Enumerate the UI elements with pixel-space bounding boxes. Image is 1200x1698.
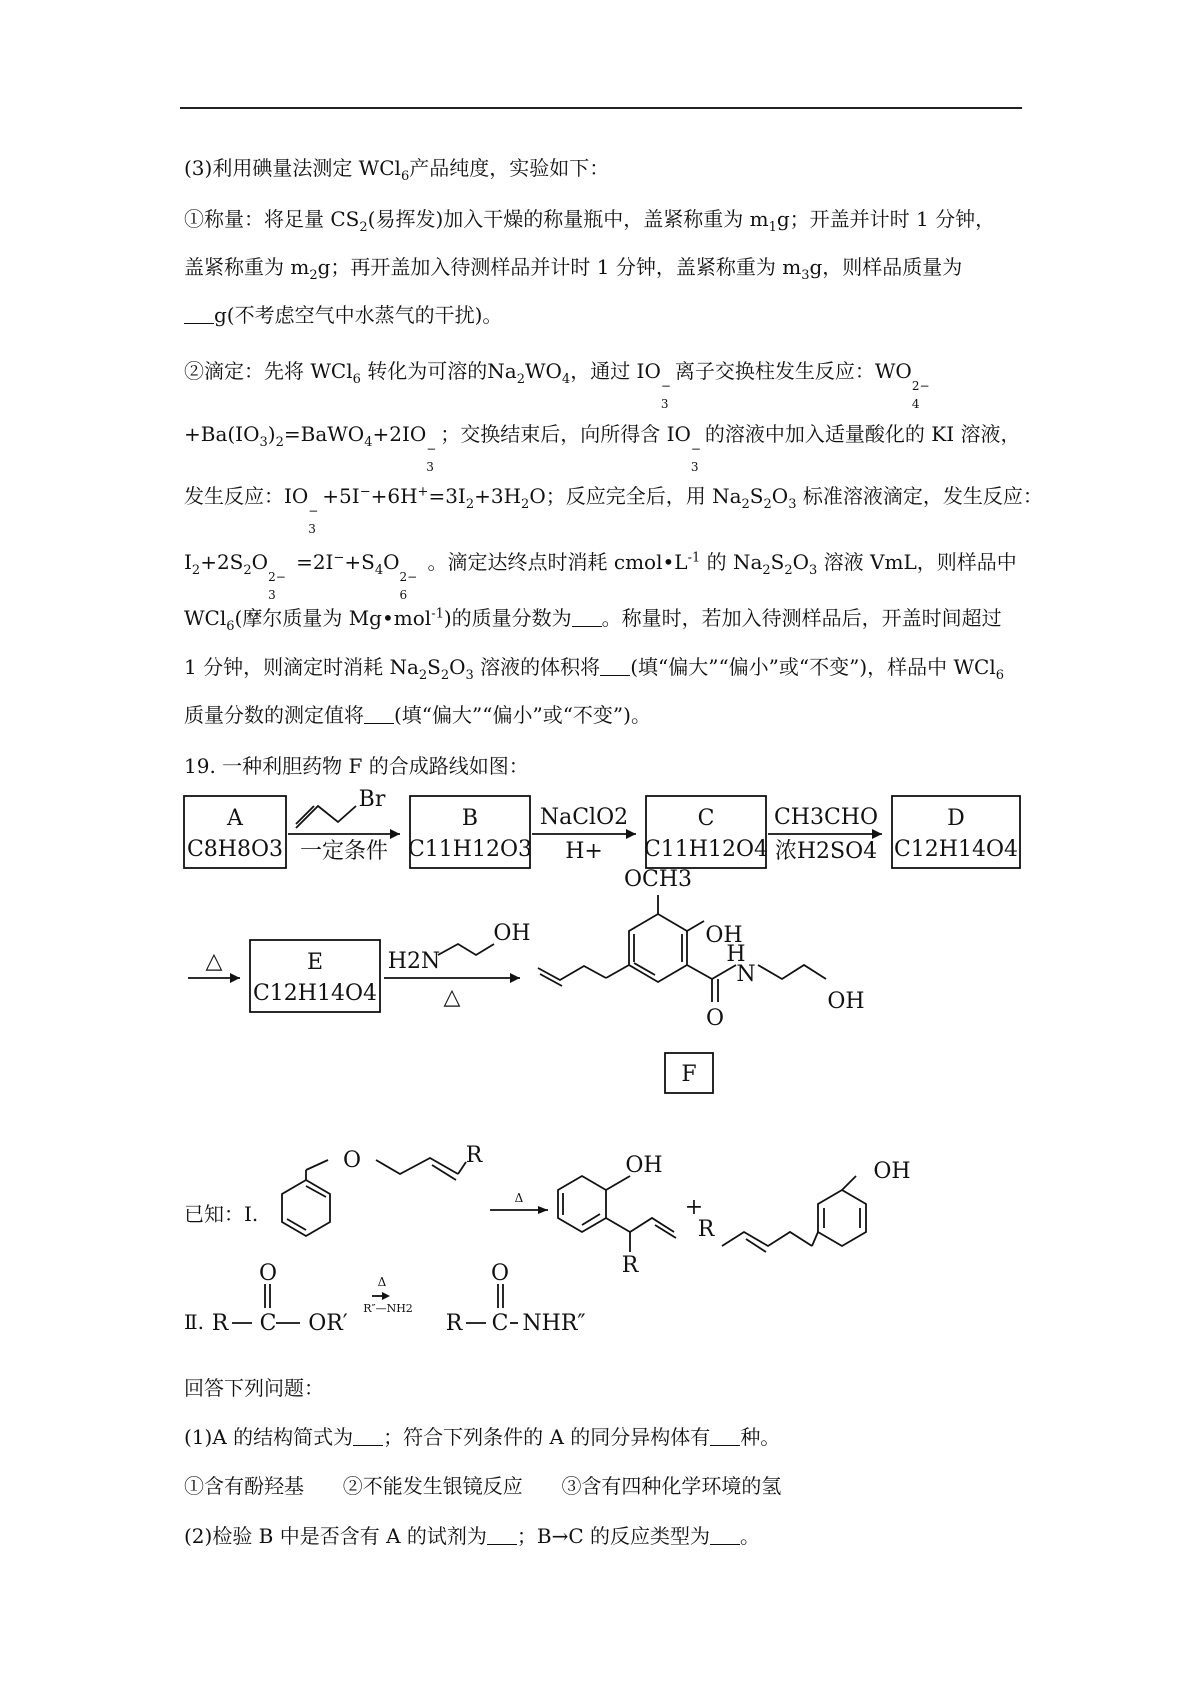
k1-o: O xyxy=(342,1148,362,1173)
q19-part2: (2)检验 B 中是否含有 A 的试剂为 ；B→C 的反应类型为 。 xyxy=(184,1524,761,1548)
compound-e-label: E xyxy=(306,950,324,975)
answer-blank[interactable] xyxy=(487,1526,517,1545)
f-n: N xyxy=(736,962,756,987)
titration-line-6: 1 分钟，则滴定时消耗 $Na_2S_2O_3$ 溶液的体积将 (填“偏大”“偏小”或“不变”)，样品中 WCl$_6$ xyxy=(184,655,1005,683)
f-h: H xyxy=(726,942,746,967)
condition-2: ②不能发生银镜反应 xyxy=(342,1474,523,1498)
k2-or: OR′ xyxy=(308,1311,348,1336)
k1-oh: OH xyxy=(625,1153,663,1178)
weigh-line-3: g(不考虑空气中水蒸气的干扰)。 xyxy=(184,301,502,329)
weigh-line-1: ①称量：将足量 $CS_2$(易挥发)加入干燥的称量瓶中，盖紧称重为 $m_1g$；开盖并计时 1 分钟， xyxy=(184,207,996,235)
k1-r3: R xyxy=(697,1217,715,1242)
f-oh-terminal: OH xyxy=(827,989,865,1014)
k1-r: R xyxy=(465,1143,483,1168)
k2-o: O xyxy=(258,1261,278,1286)
compound-b-formula: C11H12O3 xyxy=(407,837,533,862)
titration-line-4: $I_2+2S_2O$ 2− 3 $=2I^-+S_4O$ 2− 6 。滴定达终点时消耗 $cmol•L^{-1}$ 的 $Na_2S_2O_3$ 溶液 VmL，则样品中 xyxy=(184,550,1017,602)
compound-c-label: C xyxy=(697,806,715,831)
compound-b-label: B xyxy=(461,806,479,831)
condition-1: ①含有酚羟基 xyxy=(184,1474,304,1498)
reagent-bc-bottom: H+ xyxy=(565,839,603,864)
k1-oh2: OH xyxy=(873,1159,911,1184)
reagent-cd-bottom: 浓H2SO4 xyxy=(774,839,878,864)
k2-reagent: R″—NH2 xyxy=(363,1302,413,1315)
titration-line-5: WCl$_6$(摩尔质量为 Mg•mol$^{-1}$)的质量分数为 。称量时，若加入待测样品后，开盖时间超过 xyxy=(184,606,1002,634)
q19-conditions xyxy=(184,1472,781,1500)
reagent-cd-top: CH3CHO xyxy=(773,805,879,830)
k1-delta: Δ xyxy=(514,1191,524,1205)
compound-f-label: F xyxy=(681,1062,697,1087)
reagent-bc-top: NaClO2 xyxy=(539,805,629,830)
answer-prompt: 回答下列问题： xyxy=(184,1376,324,1400)
titration-line-3: 发生反应：IO − 3 $+5I^-+6H^+=3I_2+3H_2O$；反应完全后，用 $Na_2S_2O_3$ 标准溶液滴定，发生反应： xyxy=(184,484,1043,536)
reagent-de: △ xyxy=(205,949,223,974)
k2-delta: Δ xyxy=(377,1275,387,1289)
reagent-ab-top: Br xyxy=(358,787,386,812)
k1-r2: R xyxy=(621,1253,639,1278)
q19-part1: (1)A 的结构简式为 ；符合下列条件的 A 的同分异构体有 种。 xyxy=(184,1425,781,1449)
known-label: 已知：Ⅰ. xyxy=(184,1202,259,1226)
k2-o2: O xyxy=(490,1261,510,1286)
part3-title: (3)利用碘量法测定 WCl$_6$产品纯度，实验如下： xyxy=(184,156,610,184)
k2-c2: C xyxy=(491,1311,509,1336)
f-oh: OH xyxy=(705,923,743,948)
reagent-ef-h2n: H2N xyxy=(387,949,441,974)
k2-r2: R xyxy=(445,1311,463,1336)
titration-line-7: 质量分数的测定值将 (填“偏大”“偏小”或“不变”)。 xyxy=(184,703,651,727)
compound-a-label: A xyxy=(227,806,243,831)
titration-line-1: ②滴定：先将 WCl$_6$ 转化为可溶的$Na_2WO_4$，通过 IO − 3 离子交换柱发生反应：WO 2− 4 xyxy=(184,359,930,411)
f-o: O xyxy=(705,1006,725,1031)
compound-d-label: D xyxy=(947,806,965,831)
answer-blank[interactable] xyxy=(710,1427,740,1446)
titration-line-2: $+Ba(IO_3)_2=BaWO_4+2IO$ − 3 ；交换结束后，向所得含 IO − 3 的溶液中加入适量酸化的 KI 溶液， xyxy=(184,422,1021,474)
reagent-ef-oh: OH xyxy=(493,921,531,946)
f-och3: OCH3 xyxy=(623,867,693,892)
known-ii-label: Ⅱ. xyxy=(184,1310,204,1334)
compound-d-formula: C12H14O4 xyxy=(893,837,1019,862)
k2-nhr: NHR″ xyxy=(522,1311,586,1336)
answer-blank[interactable] xyxy=(710,1526,740,1545)
weigh-line-2: 盖紧称重为 $m_2g$；再开盖加入待测样品并计时 1 分钟，盖紧称重为 $m_3g$，则样品质量为 xyxy=(184,255,963,283)
k2-c: C xyxy=(259,1311,277,1336)
compound-c-formula: C11H12O4 xyxy=(643,837,769,862)
k2-r: R xyxy=(211,1311,229,1336)
reagent-ef-bottom: △ xyxy=(443,985,461,1010)
compound-e-formula: C12H14O4 xyxy=(252,981,378,1006)
answer-blank[interactable] xyxy=(353,1427,383,1446)
k1-plus: + xyxy=(684,1195,704,1220)
reagent-ab-bottom: 一定条件 xyxy=(299,839,389,864)
compound-a-formula: C8H8O3 xyxy=(186,837,284,862)
question-19-title: 19. 一种利胆药物 F 的合成路线如图： xyxy=(184,754,529,778)
condition-3: ③含有四种化学环境的氢 xyxy=(561,1474,782,1498)
